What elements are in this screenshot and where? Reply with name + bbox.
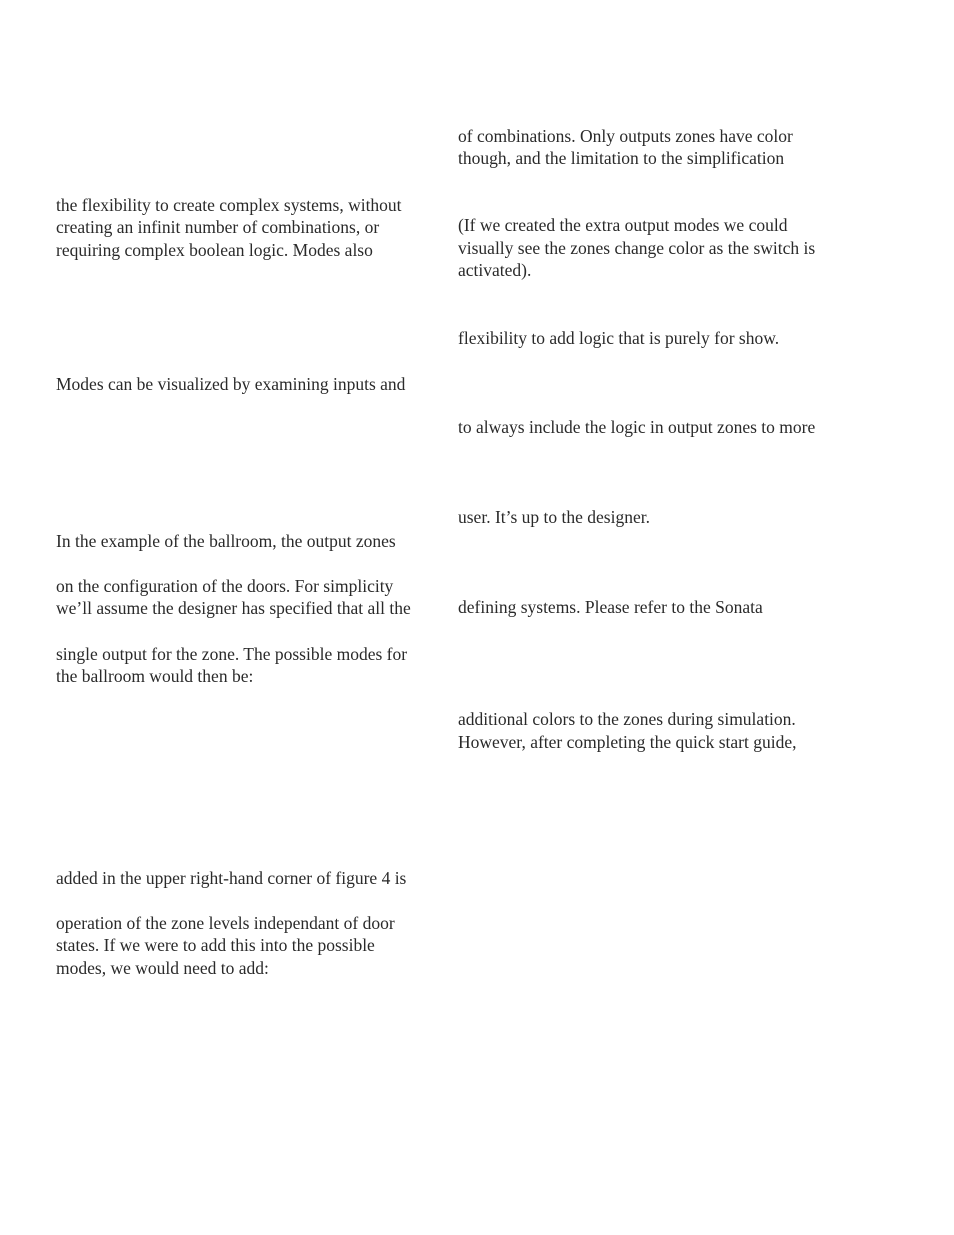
text-line: to always include the logic in output zones to more: [458, 417, 816, 437]
text-line: states. If we were to add this into the possible: [56, 935, 375, 955]
text-line: Modes can be visualized by examining inputs and: [56, 374, 406, 394]
text-line: However, after completing the quick start guide,: [458, 732, 797, 752]
text-line: modes, we would need to add:: [56, 958, 269, 978]
text-line: defining systems. Please refer to the Sonata: [458, 597, 763, 617]
text-line: added in the upper right-hand corner of figure 4 is: [56, 868, 407, 888]
text-line: operation of the zone levels independant of door: [56, 913, 395, 933]
text-line: though, and the limitation to the simplification: [458, 148, 785, 168]
text-line: the flexibility to create complex systems, without: [56, 195, 402, 215]
text-line: flexibility to add logic that is purely for show.: [458, 328, 780, 348]
text-line: In the example of the ballroom, the output zones: [56, 531, 396, 551]
text-line: on the configuration of the doors. For simplicity: [56, 576, 394, 596]
text-line: activated).: [458, 260, 532, 280]
text-line: requiring complex boolean logic. Modes also: [56, 240, 373, 260]
text-line: of combinations. Only outputs zones have color: [458, 126, 793, 146]
text-line: single output for the zone. The possible modes for: [56, 644, 408, 664]
text-line: (If we created the extra output modes we could: [458, 215, 788, 235]
text-line: the ballroom would then be:: [56, 666, 254, 686]
text-line: creating an infinit number of combinations, or: [56, 217, 380, 237]
text-line: user. It’s up to the designer.: [458, 507, 650, 527]
text-line: we’ll assume the designer has specified that all the: [56, 598, 411, 618]
text-line: visually see the zones change color as the switch is: [458, 238, 816, 258]
text-line: additional colors to the zones during simulation.: [458, 709, 796, 729]
